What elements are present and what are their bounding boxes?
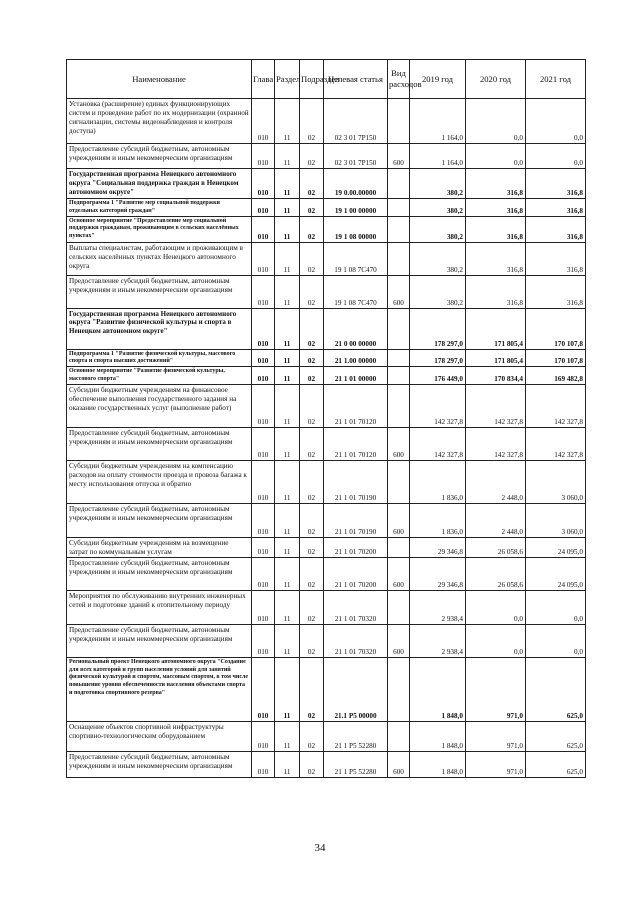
row-name: Мероприятия по обслуживанию внутренних инженерных сетей и подготовке зданий к отопительному периоду <box>67 590 252 624</box>
row-name: Основное мероприятие "Предоставление мер социальной поддержки гражданам, проживающим в сельских населённых пунктах" <box>67 216 252 242</box>
header-name: Наименование <box>67 60 252 99</box>
col-razdel: 11 <box>275 721 300 751</box>
col-2020: 971,0 <box>466 657 526 721</box>
table-row <box>67 537 586 557</box>
col-target: 21 1 P5 52280 <box>324 721 388 751</box>
row-name: Оснащение объектов спортивной инфраструктуры спортивно-технологическим оборудованием <box>67 721 252 751</box>
col-vid <box>388 537 410 557</box>
header-2020: 2020 год <box>466 60 526 99</box>
col-glava: 010 <box>252 503 275 537</box>
col-razdel: 11 <box>275 367 300 385</box>
col-podrazdel: 02 <box>300 275 324 308</box>
col-target: 19 1 08 7C470 <box>324 275 388 308</box>
table-row <box>67 503 586 537</box>
col-glava: 010 <box>252 308 275 349</box>
col-podrazdel: 02 <box>300 503 324 537</box>
col-2020: 316,8 <box>466 199 526 217</box>
col-target: 02 3 01 7P150 <box>324 99 388 144</box>
col-podrazdel: 02 <box>300 367 324 385</box>
col-podrazdel: 02 <box>300 99 324 144</box>
table-header-row <box>67 60 586 99</box>
col-vid <box>388 590 410 624</box>
col-podrazdel: 02 <box>300 460 324 503</box>
col-glava: 010 <box>252 199 275 217</box>
col-2021: 316,8 <box>526 169 586 199</box>
table-row <box>67 751 586 777</box>
col-razdel: 11 <box>275 308 300 349</box>
col-2021: 625,0 <box>526 721 586 751</box>
col-vid <box>388 216 410 242</box>
col-2019: 380,2 <box>410 216 466 242</box>
row-name: Предоставление субсидий бюджетным, автономным учреждениям и иным некоммерческим организациям <box>67 624 252 657</box>
header-2019: 2019 год <box>410 60 466 99</box>
col-2021: 316,8 <box>526 242 586 275</box>
col-podrazdel: 02 <box>300 751 324 777</box>
row-name: Государственная программа Ненецкого автономного округа "Развитие физической культуры и спорта в Ненецком автономном округе" <box>67 308 252 349</box>
row-name: Субсидии бюджетным учреждениям на возмещение затрат по коммунальным услугам <box>67 537 252 557</box>
col-razdel: 11 <box>275 199 300 217</box>
header-vid: Вид расходов <box>388 60 410 99</box>
col-target: 21 0 00 00000 <box>324 308 388 349</box>
row-name: Субсидии бюджетным учреждениям на компенсацию расходов на оплату стоимости проезда и провоза багажа к месту использования отпуска и обратно <box>67 460 252 503</box>
col-2021: 142 327,8 <box>526 384 586 427</box>
col-vid: 600 <box>388 275 410 308</box>
col-target: 21.1 P5 00000 <box>324 657 388 721</box>
col-vid <box>388 242 410 275</box>
col-2019: 29 346,8 <box>410 557 466 590</box>
col-2019: 1 164,0 <box>410 99 466 144</box>
row-name: Основное мероприятие "Развитие физической культуры, массового спорта" <box>67 367 252 385</box>
row-name: Предоставление субсидий бюджетным, автономным учреждениям и иным некоммерческим организациям <box>67 144 252 169</box>
col-2019: 1 164,0 <box>410 144 466 169</box>
col-2021: 170 107,8 <box>526 308 586 349</box>
col-2020: 26 058,6 <box>466 537 526 557</box>
col-vid: 600 <box>388 503 410 537</box>
col-2020: 971,0 <box>466 721 526 751</box>
row-name: Предоставление субсидий бюджетным, автономным учреждениям и иным некоммерческим организациям <box>67 751 252 777</box>
col-2019: 176 449,0 <box>410 367 466 385</box>
col-razdel: 11 <box>275 751 300 777</box>
col-target: 19 1 08 00000 <box>324 216 388 242</box>
col-2019: 178 297,0 <box>410 308 466 349</box>
col-razdel: 11 <box>275 624 300 657</box>
col-target: 21 1 01 00000 <box>324 367 388 385</box>
col-2019: 2 938,4 <box>410 624 466 657</box>
col-2020: 171 805,4 <box>466 349 526 367</box>
col-podrazdel: 02 <box>300 144 324 169</box>
row-name: Подпрограмма 1 "Развитие физической культуры, массового спорта и спорта высших достижений" <box>67 349 252 367</box>
col-glava: 010 <box>252 367 275 385</box>
col-2019: 2 938,4 <box>410 590 466 624</box>
col-2020: 142 327,8 <box>466 384 526 427</box>
col-glava: 010 <box>252 590 275 624</box>
col-podrazdel: 02 <box>300 308 324 349</box>
col-2019: 380,2 <box>410 242 466 275</box>
col-2020: 316,8 <box>466 242 526 275</box>
row-name: Выплаты специалистам, работающим и проживающим в сельских населённых пунктах Ненецкого автономного округа <box>67 242 252 275</box>
col-vid <box>388 657 410 721</box>
table-row <box>67 367 586 385</box>
table-row <box>67 349 586 367</box>
col-2021: 0,0 <box>526 99 586 144</box>
col-vid: 600 <box>388 751 410 777</box>
col-2020: 26 058,6 <box>466 557 526 590</box>
col-target: 19 0.00.00000 <box>324 169 388 199</box>
col-glava: 010 <box>252 384 275 427</box>
table-row <box>67 657 586 721</box>
col-target: 02 3 01 7P150 <box>324 144 388 169</box>
page-number: 34 <box>314 842 326 854</box>
col-glava: 010 <box>252 624 275 657</box>
col-2021: 3 060,0 <box>526 460 586 503</box>
col-podrazdel: 02 <box>300 721 324 751</box>
col-podrazdel: 02 <box>300 624 324 657</box>
table-row <box>67 216 586 242</box>
col-razdel: 11 <box>275 349 300 367</box>
col-2021: 316,8 <box>526 275 586 308</box>
budget-table <box>66 59 586 778</box>
col-2020: 0,0 <box>466 590 526 624</box>
col-podrazdel: 02 <box>300 169 324 199</box>
col-glava: 010 <box>252 751 275 777</box>
col-glava: 010 <box>252 537 275 557</box>
col-2019: 178 297,0 <box>410 349 466 367</box>
col-glava: 010 <box>252 557 275 590</box>
col-target: 21 1 P5 52280 <box>324 751 388 777</box>
col-razdel: 11 <box>275 427 300 460</box>
col-2021: 316,8 <box>526 216 586 242</box>
col-vid <box>388 460 410 503</box>
col-target: 21 1 01 70200 <box>324 557 388 590</box>
col-razdel: 11 <box>275 537 300 557</box>
col-target: 19 1 08 7C470 <box>324 242 388 275</box>
col-2020: 171 805,4 <box>466 308 526 349</box>
col-razdel: 11 <box>275 99 300 144</box>
table-row <box>67 624 586 657</box>
col-2021: 170 107,8 <box>526 349 586 367</box>
col-glava: 010 <box>252 657 275 721</box>
col-razdel: 11 <box>275 275 300 308</box>
col-2021: 625,0 <box>526 751 586 777</box>
table-row <box>67 144 586 169</box>
col-2021: 625,0 <box>526 657 586 721</box>
col-2019: 1 848,0 <box>410 721 466 751</box>
col-target: 21 1 01 70200 <box>324 537 388 557</box>
table-row <box>67 275 586 308</box>
col-razdel: 11 <box>275 169 300 199</box>
col-vid: 600 <box>388 624 410 657</box>
col-glava: 010 <box>252 99 275 144</box>
col-2020: 0,0 <box>466 624 526 657</box>
col-vid <box>388 721 410 751</box>
col-razdel: 11 <box>275 557 300 590</box>
col-2019: 142 327,8 <box>410 427 466 460</box>
col-vid: 600 <box>388 427 410 460</box>
col-glava: 010 <box>252 721 275 751</box>
row-name: Предоставление субсидий бюджетным, автономным учреждениям и иным некоммерческим организациям <box>67 427 252 460</box>
table-row <box>67 99 586 144</box>
col-glava: 010 <box>252 349 275 367</box>
table-row <box>67 427 586 460</box>
table-body <box>67 99 586 778</box>
col-podrazdel: 02 <box>300 657 324 721</box>
col-podrazdel: 02 <box>300 590 324 624</box>
col-2021: 0,0 <box>526 144 586 169</box>
col-razdel: 11 <box>275 144 300 169</box>
col-2021: 24 095,0 <box>526 537 586 557</box>
table-row <box>67 242 586 275</box>
col-glava: 010 <box>252 460 275 503</box>
col-2019: 1 836,0 <box>410 460 466 503</box>
col-glava: 010 <box>252 275 275 308</box>
col-podrazdel: 02 <box>300 384 324 427</box>
col-vid <box>388 349 410 367</box>
table-row <box>67 308 586 349</box>
col-target: 21 1 01 70190 <box>324 460 388 503</box>
col-podrazdel: 02 <box>300 216 324 242</box>
col-2021: 24 095,0 <box>526 557 586 590</box>
col-vid <box>388 384 410 427</box>
col-vid: 600 <box>388 557 410 590</box>
header-razdel: Раздел <box>275 60 300 99</box>
col-2019: 1 848,0 <box>410 751 466 777</box>
col-2020: 2 448,0 <box>466 460 526 503</box>
header-podrazdel: Подраздел <box>300 60 324 99</box>
col-target: 21 1 01 70320 <box>324 624 388 657</box>
col-2020: 971,0 <box>466 751 526 777</box>
col-2021: 0,0 <box>526 624 586 657</box>
col-2020: 2 448,0 <box>466 503 526 537</box>
col-target: 21 1 01 70190 <box>324 503 388 537</box>
col-2019: 29 346,8 <box>410 537 466 557</box>
col-razdel: 11 <box>275 216 300 242</box>
header-glava: Глава <box>252 60 275 99</box>
col-target: 21 1 01 70120 <box>324 427 388 460</box>
col-2020: 316,8 <box>466 275 526 308</box>
col-vid <box>388 367 410 385</box>
col-2021: 142 327,8 <box>526 427 586 460</box>
col-target: 19 1 00 00000 <box>324 199 388 217</box>
col-podrazdel: 02 <box>300 557 324 590</box>
table-row <box>67 721 586 751</box>
col-2021: 3 060,0 <box>526 503 586 537</box>
header-target: Целевая статья <box>324 60 388 99</box>
col-2020: 316,8 <box>466 216 526 242</box>
row-name: Предоставление субсидий бюджетным, автономным учреждениям и иным некоммерческим организациям <box>67 503 252 537</box>
table-row <box>67 169 586 199</box>
col-podrazdel: 02 <box>300 427 324 460</box>
budget-table-page <box>66 59 585 778</box>
col-razdel: 11 <box>275 590 300 624</box>
col-2020: 170 834,4 <box>466 367 526 385</box>
table-row <box>67 460 586 503</box>
col-podrazdel: 02 <box>300 199 324 217</box>
row-name: Предоставление субсидий бюджетным, автономным учреждениям и иным некоммерческим организациям <box>67 557 252 590</box>
table-row <box>67 590 586 624</box>
col-podrazdel: 02 <box>300 349 324 367</box>
col-glava: 010 <box>252 242 275 275</box>
col-podrazdel: 02 <box>300 537 324 557</box>
col-podrazdel: 02 <box>300 242 324 275</box>
col-2019: 142 327,8 <box>410 384 466 427</box>
row-name: Подпрограмма 1 "Развитие мер социальной поддержки отдельных категорий граждан" <box>67 199 252 217</box>
col-2019: 380,2 <box>410 275 466 308</box>
col-razdel: 11 <box>275 503 300 537</box>
col-vid: 600 <box>388 144 410 169</box>
col-razdel: 11 <box>275 460 300 503</box>
col-vid <box>388 169 410 199</box>
col-2019: 1 836,0 <box>410 503 466 537</box>
col-glava: 010 <box>252 216 275 242</box>
col-2021: 169 482,8 <box>526 367 586 385</box>
col-glava: 010 <box>252 427 275 460</box>
col-vid <box>388 199 410 217</box>
row-name: Субсидии бюджетным учреждениям на финансовое обеспечение выполнения государственного задания на оказание государственных услуг (выполнение работ) <box>67 384 252 427</box>
row-name: Региональный проект Ненецкого автономного округа "Создание для всех категорий и групп населения условий для занятий физической культурой и спортом, массовым спортом, в том числе повышение уровня обеспеченности населения объектами спорта и подготовка спортивного резерва" <box>67 657 252 721</box>
col-razdel: 11 <box>275 657 300 721</box>
col-target: 21 1 01 70320 <box>324 590 388 624</box>
table-row <box>67 384 586 427</box>
col-razdel: 11 <box>275 242 300 275</box>
col-2020: 142 327,8 <box>466 427 526 460</box>
col-2021: 316,8 <box>526 199 586 217</box>
header-2021: 2021 год <box>526 60 586 99</box>
col-vid <box>388 308 410 349</box>
col-2020: 0,0 <box>466 99 526 144</box>
col-glava: 010 <box>252 144 275 169</box>
col-vid <box>388 99 410 144</box>
col-glava: 010 <box>252 169 275 199</box>
col-2019: 1 848,0 <box>410 657 466 721</box>
row-name: Предоставление субсидий бюджетным, автономным учреждениям и иным некоммерческим организациям <box>67 275 252 308</box>
col-razdel: 11 <box>275 384 300 427</box>
col-2020: 316,8 <box>466 169 526 199</box>
row-name: Государственная программа Ненецкого автономного округа "Социальная поддержка граждан в Ненецком автономном округе" <box>67 169 252 199</box>
col-target: 21 1.00 00000 <box>324 349 388 367</box>
col-2021: 0,0 <box>526 590 586 624</box>
row-name: Установка (расширение) единых функционирующих систем и проведение работ по их модернизации (охранной сигнализации, системы видеонаблюдения и контроля доступа) <box>67 99 252 144</box>
col-2020: 0,0 <box>466 144 526 169</box>
col-2019: 380,2 <box>410 199 466 217</box>
table-row <box>67 199 586 217</box>
col-target: 21 1 01 70120 <box>324 384 388 427</box>
table-row <box>67 557 586 590</box>
col-2019: 380,2 <box>410 169 466 199</box>
